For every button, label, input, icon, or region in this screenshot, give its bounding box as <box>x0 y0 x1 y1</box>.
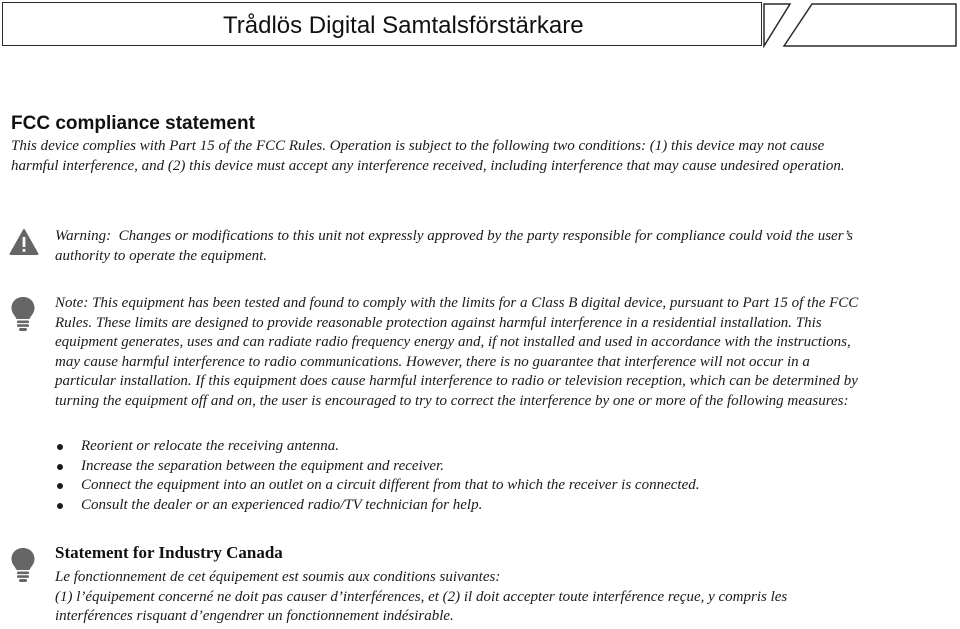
list-item: Reorient or relocate the receiving antenna. <box>55 437 699 457</box>
bullet-dot <box>57 483 63 489</box>
header-decoration <box>762 2 958 48</box>
warning-icon <box>9 228 39 256</box>
note-label: Note: <box>55 295 89 311</box>
list-item: Consult the dealer or an experienced radio/TV technician for help. <box>55 496 699 516</box>
industry-canada-line2: (1) l’équipement concerné ne doit pas causer d’interférences, et (2) il doit accepter toute interférence reçue, y compris les interférences risquant d’engendrer un fonctionnement indésirable. <box>55 588 788 624</box>
measures-list <box>55 437 699 515</box>
note-block <box>55 294 865 411</box>
warning-block <box>55 227 865 266</box>
warning-text: Changes or modifications to this unit not expressly approved by the party responsible for compliance could void the user’s authority to operate the equipment. <box>55 228 853 264</box>
note-text: This equipment has been tested and found to comply with the limits for a Class B digital device, pursuant to Part 15 of the FCC Rules. These limits are designed to provide reasonable protection against harmful interference in a residential installation. This equipment generates, uses and can radiate radio frequency energy and, if not installed and used in accordance with the instructions, may cause harmful interference to radio communications. However, there is no guarantee that interference will not occur in a particular installation. If this equipment does cause harmful interference to radio or television reception, which can be determined by turning the equipment off and on, the user is encouraged to try to correct the interference by one or more of the following measures: <box>55 295 859 409</box>
lightbulb-icon <box>10 296 36 332</box>
industry-canada-text <box>55 568 865 627</box>
fcc-statement-text: This device complies with Part 15 of the FCC Rules. Operation is subject to the following two conditions: (1) this device may not cause harmful interference, and (2) this device must accept any interference received, including interference that may cause undesired operation. <box>11 138 845 174</box>
bullet-dot <box>57 464 63 470</box>
header-box <box>2 2 762 46</box>
industry-canada-title: Statement for Industry Canada <box>55 543 283 562</box>
bullet-dot <box>57 444 63 450</box>
list-item: Increase the separation between the equipment and receiver. <box>55 457 699 477</box>
lightbulb-icon <box>10 547 36 583</box>
fcc-section-title: FCC compliance statement <box>11 113 255 134</box>
warning-label: Warning: <box>55 228 112 244</box>
bullet-dot <box>57 503 63 509</box>
industry-canada-line1: Le fonctionnement de cet équipement est soumis aux conditions suivantes: <box>55 569 501 585</box>
list-item: Connect the equipment into an outlet on a circuit different from that to which the receiver is connected. <box>55 476 699 496</box>
page-title: Trådlös Digital Samtalsförstärkare <box>223 12 584 39</box>
